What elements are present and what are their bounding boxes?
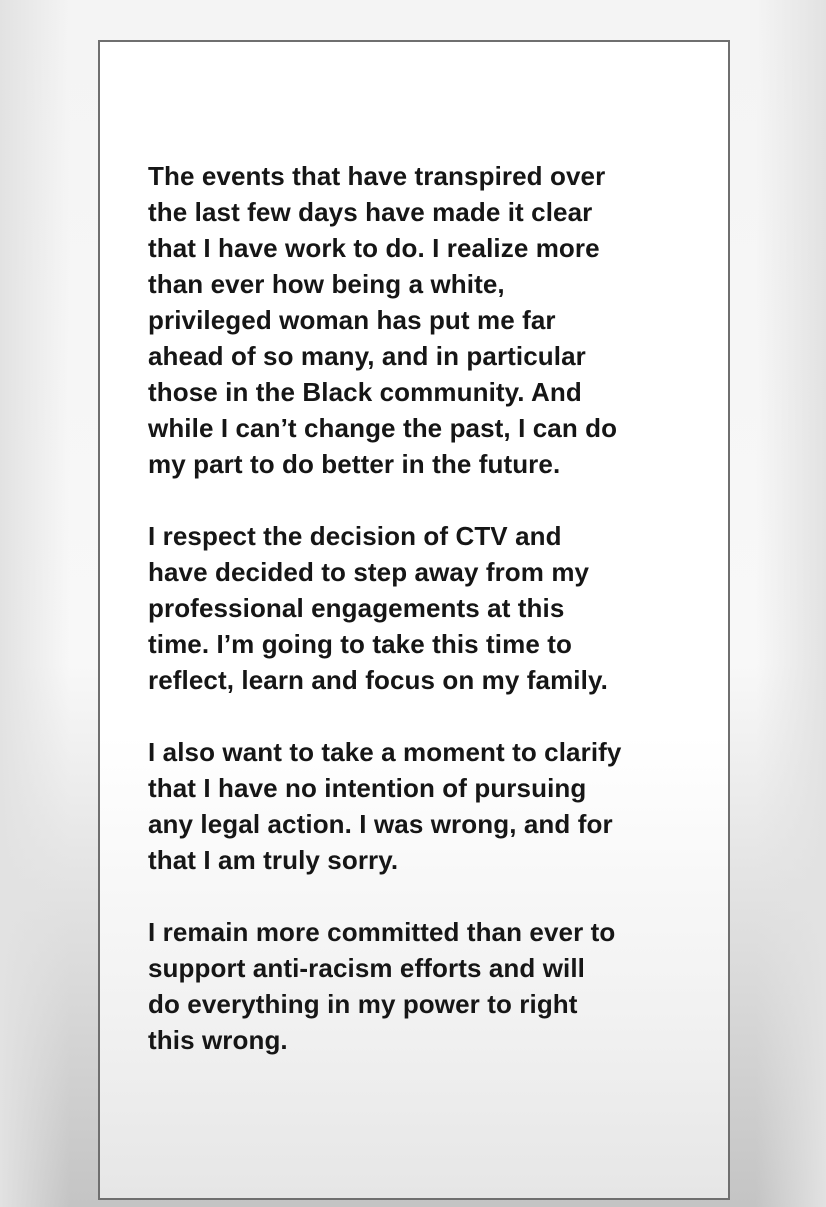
text-line: I respect the decision of CTV and [148, 521, 562, 551]
statement-text [148, 158, 708, 1094]
text-line: that I am truly sorry. [148, 845, 399, 875]
text-line: do everything in my power to right [148, 989, 578, 1019]
text-line: time. I’m going to take this time to [148, 629, 572, 659]
text-line: I also want to take a moment to clarify [148, 737, 622, 767]
text-line: support anti-racism efforts and will [148, 953, 585, 983]
paragraph-3 [148, 734, 708, 878]
text-line: professional engagements at this [148, 593, 565, 623]
text-line: have decided to step away from my [148, 557, 590, 587]
paragraph-2 [148, 518, 708, 698]
paragraph-1 [148, 158, 708, 482]
text-line: my part to do better in the future. [148, 449, 561, 479]
text-line: I remain more committed than ever to [148, 917, 616, 947]
text-line: that I have no intention of pursuing [148, 773, 587, 803]
background-right-edge [756, 0, 826, 1207]
text-line: privileged woman has put me far [148, 305, 556, 335]
text-line: the last few days have made it clear [148, 197, 593, 227]
text-line: this wrong. [148, 1025, 288, 1055]
background-left-edge [0, 0, 70, 1207]
text-line: than ever how being a white, [148, 269, 505, 299]
text-line: The events that have transpired over [148, 161, 606, 191]
text-line: reflect, learn and focus on my family. [148, 665, 608, 695]
paragraph-4 [148, 914, 708, 1058]
text-line: ahead of so many, and in particular [148, 341, 586, 371]
statement-card [98, 40, 730, 1200]
text-line: that I have work to do. I realize more [148, 233, 600, 263]
text-line: while I can’t change the past, I can do [148, 413, 618, 443]
text-line: any legal action. I was wrong, and for [148, 809, 613, 839]
text-line: those in the Black community. And [148, 377, 582, 407]
